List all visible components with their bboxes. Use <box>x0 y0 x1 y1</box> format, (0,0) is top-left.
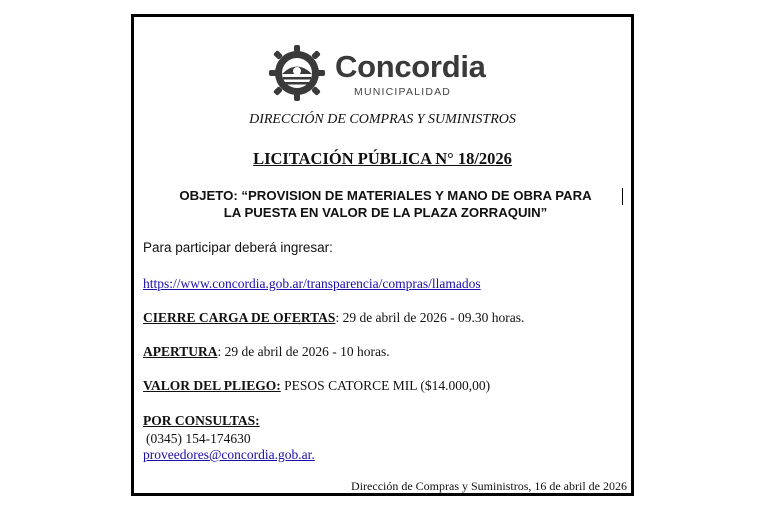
tender-url-link[interactable]: https://www.concordia.gob.ar/transparencia/compras/llamados <box>143 276 481 291</box>
opening-label: APERTURA <box>143 344 218 359</box>
price-info <box>143 378 490 394</box>
inquiries-label: POR CONSULTAS: <box>143 413 260 428</box>
closing-info <box>143 310 524 326</box>
concordia-logo <box>264 43 504 103</box>
tender-title: LICITACIÓN PÚBLICA N° 18/2026 <box>253 149 512 168</box>
document-footer: Dirección de Compras y Suministros, 16 de abril de 2026 <box>351 479 627 493</box>
object-line-1: OBJETO: “PROVISION DE MATERIALES Y MANO DE OBRA PARA <box>179 188 592 203</box>
logo-subtitle: MUNICIPALIDAD <box>354 86 452 98</box>
concordia-emblem-icon <box>264 43 330 103</box>
department-heading: DIRECCIÓN DE COMPRAS Y SUMINISTROS <box>249 112 516 127</box>
opening-info <box>143 344 390 360</box>
tender-object <box>144 187 627 221</box>
phone-number: (0345) 154-174630 <box>146 431 251 446</box>
closing-label: CIERRE CARGA DE OFERTAS <box>143 310 336 325</box>
logo-wordmark: Concordia <box>335 49 486 84</box>
price-value: PESOS CATORCE MIL ($14.000,00) <box>280 378 491 393</box>
price-label: VALOR DEL PLIEGO: <box>143 378 281 393</box>
closing-value: : 29 de abril de 2026 - 09.30 horas. <box>335 310 525 325</box>
object-line-2: LA PUESTA EN VALOR DE LA PLAZA ZORRAQUIN” <box>223 205 548 220</box>
opening-value: : 29 de abril de 2026 - 10 horas. <box>217 344 390 359</box>
participate-instructions: Para participar deberá ingresar: <box>143 240 333 255</box>
email-link[interactable]: proveedores@concordia.gob.ar. <box>143 447 315 462</box>
document-frame <box>131 14 634 496</box>
text-cursor <box>622 188 623 205</box>
